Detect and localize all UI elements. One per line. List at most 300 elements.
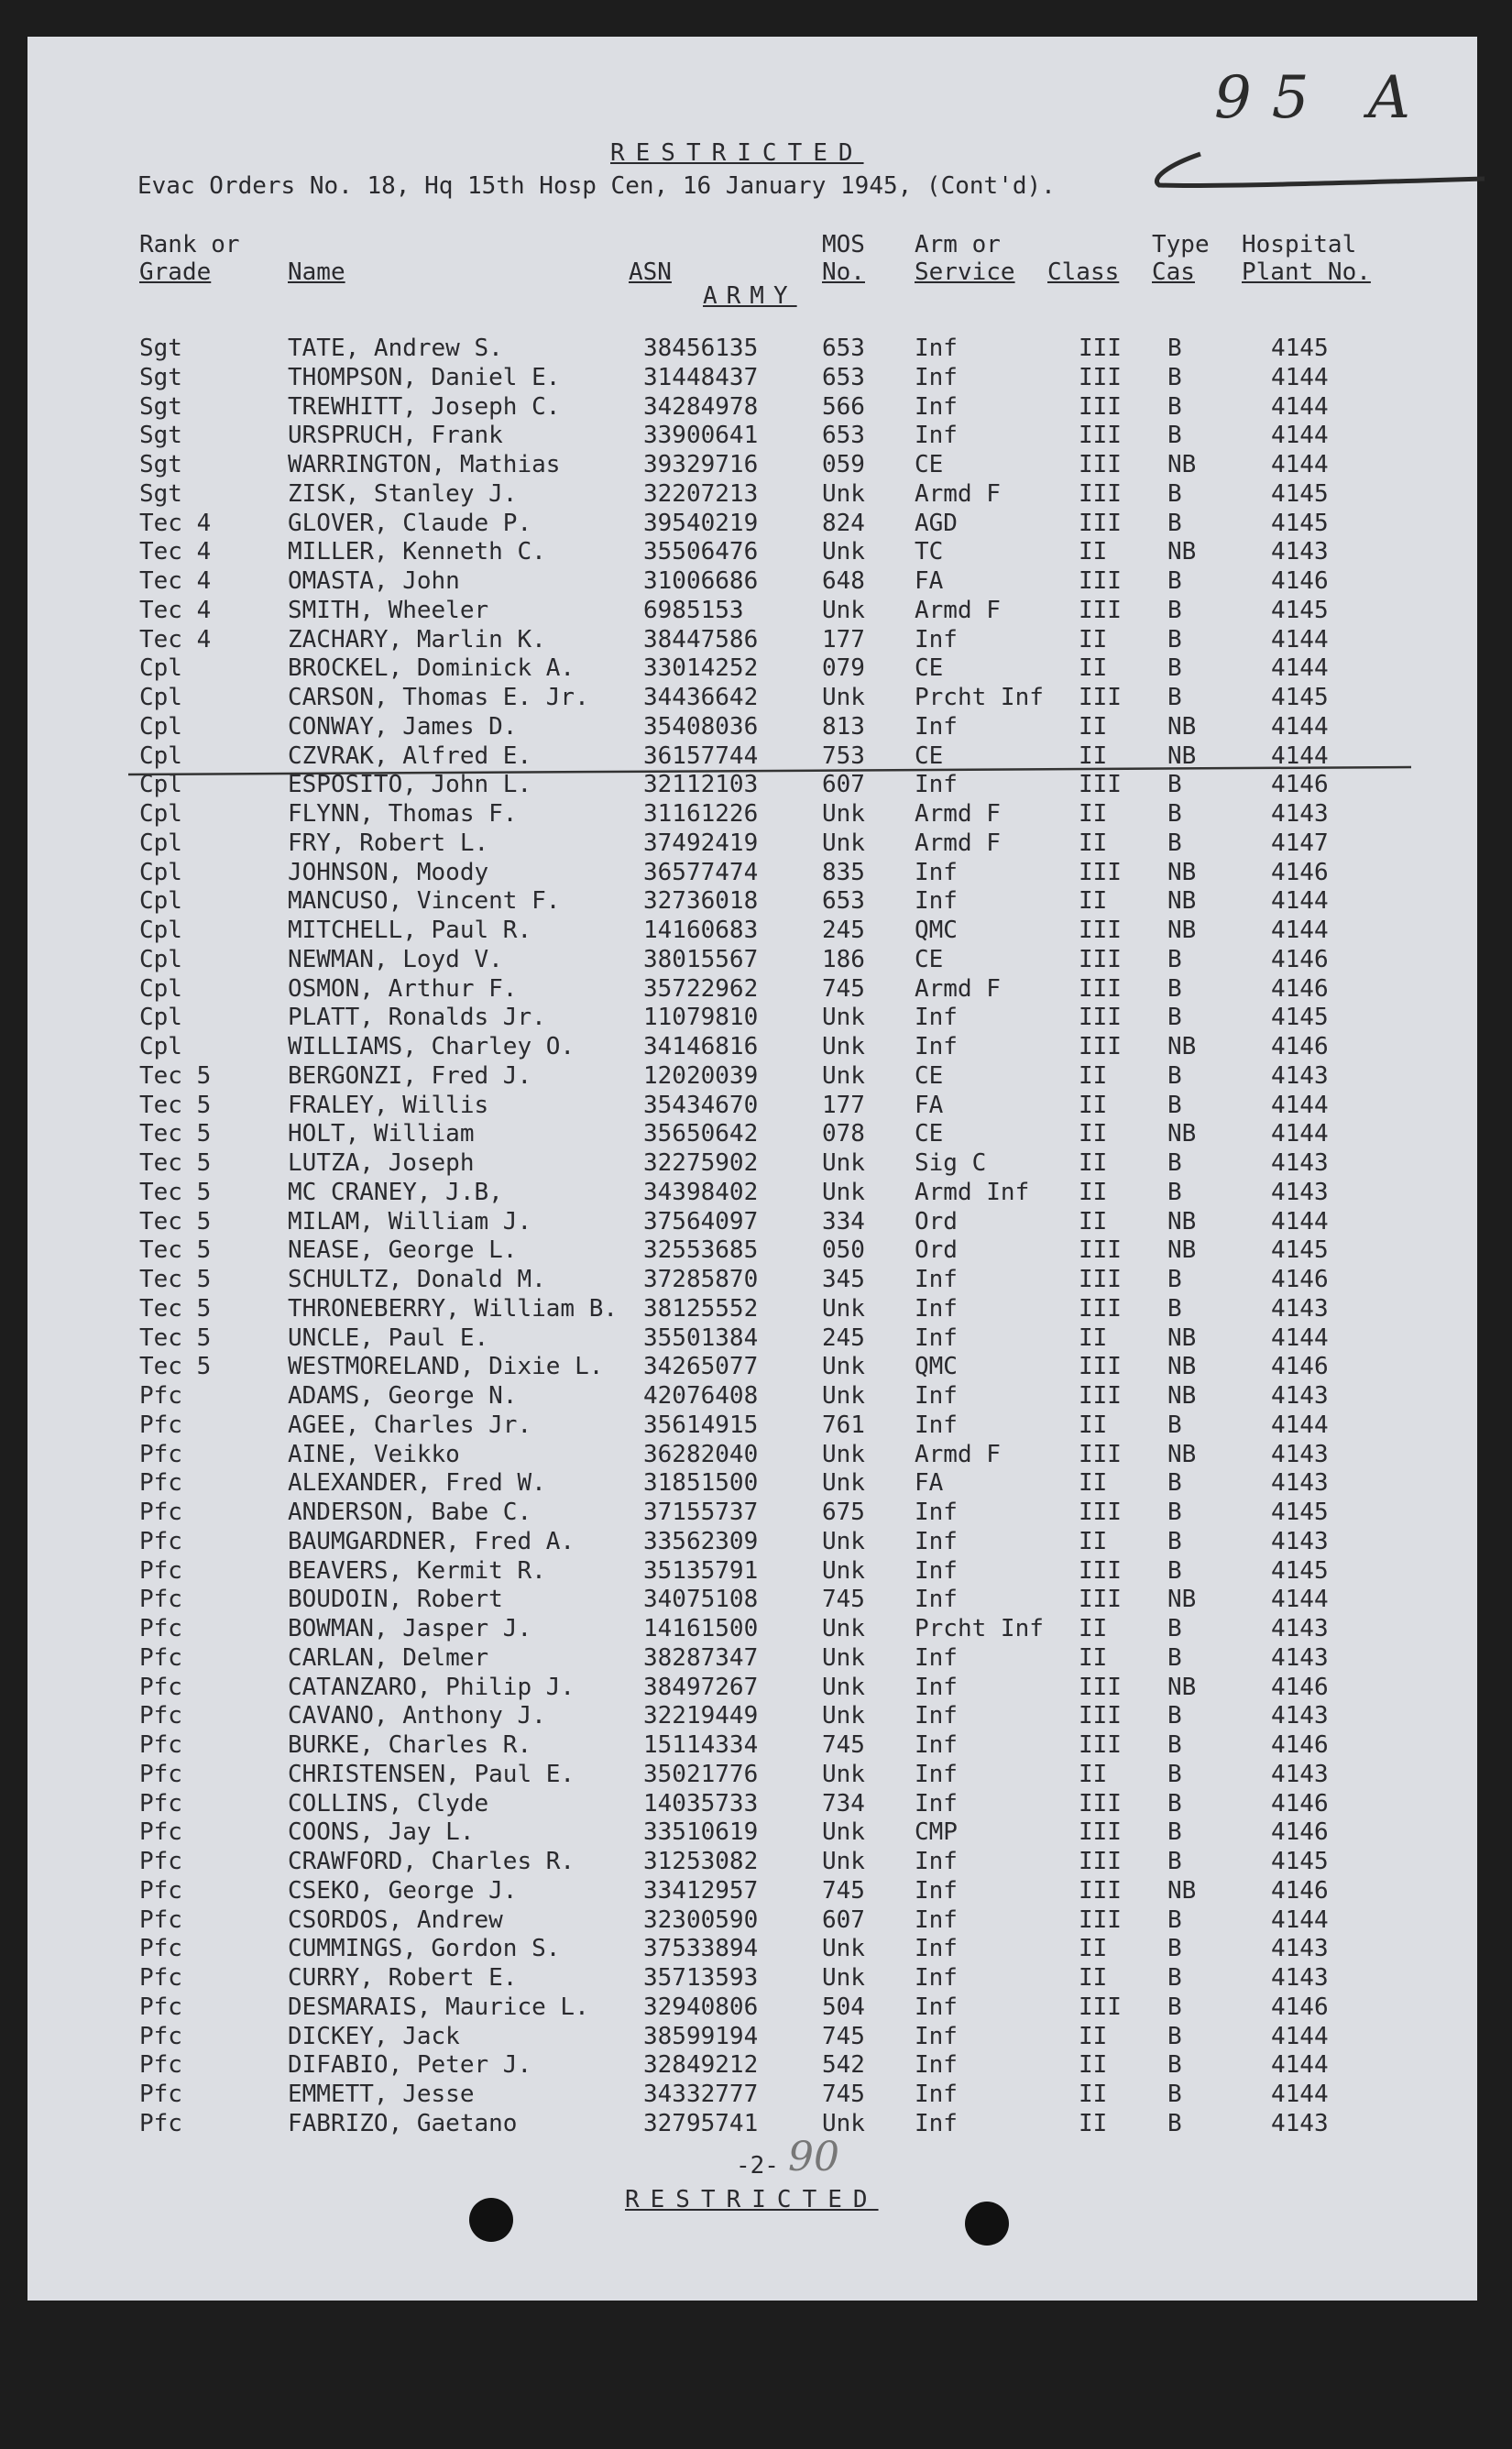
cell-cls: III: [1079, 392, 1122, 421]
cell-rank: Pfc: [139, 1615, 182, 1642]
table-row: [27, 1761, 1477, 1790]
cell-hp: 4143: [1271, 1935, 1329, 1963]
handwritten-note: 95 A: [1214, 64, 1430, 132]
cell-typ: B: [1167, 335, 1182, 362]
cell-typ: NB: [1167, 1440, 1197, 1468]
cell-rank: Pfc: [139, 1411, 182, 1439]
cell-mos: 745: [822, 1586, 865, 1614]
restricted-header: RESTRICTED: [610, 139, 864, 167]
cell-hp: 4144: [1271, 1323, 1329, 1352]
cell-name: ALEXANDER, Fred W.: [288, 1469, 546, 1498]
cell-mos: Unk: [822, 1848, 865, 1875]
cell-asn: 15114334: [643, 1731, 759, 1759]
cell-asn: 32112103: [643, 771, 759, 799]
cell-cls: II: [1079, 1615, 1108, 1642]
cell-cls: II: [1079, 538, 1108, 566]
table-row: [27, 2051, 1477, 2081]
cell-arm: Inf: [915, 1789, 958, 1818]
cell-cls: II: [1079, 2022, 1108, 2050]
cell-cls: III: [1079, 1556, 1122, 1585]
cell-rank: Pfc: [139, 1556, 182, 1585]
cell-name: TREWHITT, Joseph C.: [288, 392, 561, 421]
cell-typ: B: [1167, 974, 1182, 1003]
cell-arm: Inf: [915, 2081, 958, 2108]
cell-typ: B: [1167, 1702, 1182, 1730]
table-row: [27, 1906, 1477, 1936]
cell-name: BERGONZI, Fred J.: [288, 1061, 532, 1090]
cell-cls: III: [1079, 684, 1122, 711]
cell-mos: 059: [822, 451, 865, 478]
cell-cls: II: [1079, 1964, 1108, 1992]
cell-asn: 31161226: [643, 800, 759, 828]
restricted-footer: RESTRICTED: [625, 2186, 879, 2213]
table-row: [27, 946, 1477, 975]
cell-name: FRALEY, Willis: [288, 1091, 489, 1119]
cell-asn: 35650642: [643, 1120, 759, 1148]
table-row: [27, 1877, 1477, 1906]
cell-asn: 32207213: [643, 479, 759, 508]
cell-arm: Inf: [915, 363, 958, 391]
cell-rank: Cpl: [139, 1004, 182, 1032]
cell-typ: B: [1167, 1760, 1182, 1788]
cell-cls: II: [1079, 800, 1108, 828]
cell-arm: Armd F: [915, 974, 1001, 1003]
table-row: [27, 1674, 1477, 1703]
cell-mos: Unk: [822, 1004, 865, 1032]
cell-cls: III: [1079, 1499, 1122, 1526]
cell-asn: 35506476: [643, 538, 759, 566]
cell-rank: Tec 5: [139, 1236, 212, 1265]
cell-cls: II: [1079, 1411, 1108, 1439]
table-row: [27, 1818, 1477, 1848]
cell-name: COONS, Jay L.: [288, 1818, 475, 1847]
cell-rank: Tec 5: [139, 1120, 212, 1148]
cell-cls: III: [1079, 1876, 1122, 1905]
page-handwritten-number: 90: [788, 2134, 839, 2180]
cell-hp: 4143: [1271, 1382, 1329, 1410]
table-row: [27, 1062, 1477, 1092]
cell-name: AGEE, Charles Jr.: [288, 1411, 532, 1439]
cell-name: OSMON, Arthur F.: [288, 974, 518, 1003]
cell-arm: Inf: [915, 858, 958, 886]
cell-name: LUTZA, Joseph: [288, 1149, 475, 1177]
cell-asn: 32940806: [643, 1993, 759, 2021]
cell-name: URSPRUCH, Frank: [288, 422, 503, 450]
table-row: [27, 829, 1477, 859]
cell-hp: 4144: [1271, 1586, 1329, 1614]
cell-cls: II: [1079, 1091, 1108, 1119]
cell-hp: 4146: [1271, 1731, 1329, 1759]
cell-name: DIFABIO, Peter J.: [288, 2051, 532, 2080]
cell-name: COLLINS, Clyde: [288, 1789, 489, 1818]
cell-rank: Cpl: [139, 771, 182, 799]
cell-rank: Pfc: [139, 2081, 182, 2108]
cell-arm: Armd F: [915, 829, 1001, 857]
cell-rank: Pfc: [139, 1905, 182, 1934]
cell-name: BURKE, Charles R.: [288, 1731, 532, 1759]
cell-cls: II: [1079, 2109, 1108, 2137]
cell-arm: AGD: [915, 509, 958, 537]
cell-name: ANDERSON, Babe C.: [288, 1499, 532, 1526]
cell-typ: B: [1167, 2109, 1182, 2137]
cell-arm: FA: [915, 1469, 944, 1498]
table-row: [27, 1469, 1477, 1499]
table-row: [27, 538, 1477, 567]
cell-hp: 4146: [1271, 1789, 1329, 1818]
cell-arm: Inf: [915, 1702, 958, 1730]
cell-typ: NB: [1167, 538, 1197, 566]
cell-rank: Pfc: [139, 1499, 182, 1526]
cell-asn: 34436642: [643, 684, 759, 711]
cell-cls: II: [1079, 887, 1108, 916]
cell-cls: III: [1079, 1266, 1122, 1293]
cell-cls: II: [1079, 1643, 1108, 1672]
cell-rank: Tec 4: [139, 596, 212, 624]
cell-mos: 745: [822, 2022, 865, 2050]
cell-asn: 38015567: [643, 945, 759, 973]
cell-asn: 32849212: [643, 2051, 759, 2080]
table-row: [27, 597, 1477, 626]
cell-typ: B: [1167, 1615, 1182, 1642]
cell-name: FABRIZO, Gaetano: [288, 2109, 518, 2137]
cell-hp: 4144: [1271, 363, 1329, 391]
cell-typ: B: [1167, 1731, 1182, 1759]
cell-mos: 761: [822, 1411, 865, 1439]
cell-asn: 35614915: [643, 1411, 759, 1439]
page-number: -2-: [736, 2152, 779, 2180]
cell-asn: 32275902: [643, 1149, 759, 1177]
cell-hp: 4145: [1271, 1004, 1329, 1032]
col-class-header: Class: [1047, 258, 1120, 286]
cell-cls: III: [1079, 596, 1122, 624]
cell-arm: Sig C: [915, 1149, 987, 1177]
table-row: [27, 2023, 1477, 2052]
cell-name: CONWAY, James D.: [288, 712, 518, 741]
cell-asn: 36282040: [643, 1440, 759, 1468]
cell-name: MITCHELL, Paul R.: [288, 917, 532, 944]
cell-hp: 4145: [1271, 1556, 1329, 1585]
cell-arm: Inf: [915, 1760, 958, 1788]
cell-rank: Cpl: [139, 712, 182, 741]
table-row: [27, 1033, 1477, 1062]
cell-asn: 39329716: [643, 451, 759, 478]
cell-arm: Inf: [915, 771, 958, 799]
cell-rank: Cpl: [139, 800, 182, 828]
table-row: [27, 654, 1477, 684]
cell-mos: Unk: [822, 1382, 865, 1410]
cell-mos: 648: [822, 567, 865, 595]
cell-name: SMITH, Wheeler: [288, 596, 489, 624]
cell-typ: B: [1167, 1469, 1182, 1498]
cell-typ: B: [1167, 392, 1182, 421]
cell-typ: B: [1167, 479, 1182, 508]
cell-mos: 745: [822, 974, 865, 1003]
order-subtitle: Evac Orders No. 18, Hq 15th Hosp Cen, 16 January 1945, (Cont'd).: [137, 172, 1056, 200]
cell-name: MC CRANEY, J.B,: [288, 1178, 503, 1206]
cell-arm: Inf: [915, 1382, 958, 1410]
cell-asn: 38456135: [643, 335, 759, 362]
cell-arm: Prcht Inf: [915, 684, 1044, 711]
cell-cls: II: [1079, 741, 1108, 770]
table-row: [27, 1208, 1477, 1237]
cell-asn: 33412957: [643, 1876, 759, 1905]
cell-asn: 37285870: [643, 1266, 759, 1293]
cell-rank: Pfc: [139, 2022, 182, 2050]
table-row: [27, 887, 1477, 917]
cell-asn: 31253082: [643, 1848, 759, 1875]
cell-arm: Inf: [915, 422, 958, 450]
cell-typ: B: [1167, 800, 1182, 828]
cell-arm: Inf: [915, 2051, 958, 2080]
cell-rank: Tec 5: [139, 1266, 212, 1293]
cell-asn: 35722962: [643, 974, 759, 1003]
cell-mos: Unk: [822, 1061, 865, 1090]
cell-hp: 4146: [1271, 1353, 1329, 1381]
cell-mos: Unk: [822, 829, 865, 857]
table-row: [27, 1004, 1477, 1033]
cell-mos: Unk: [822, 1556, 865, 1585]
punch-hole-left: [469, 2198, 513, 2242]
cell-cls: III: [1079, 1440, 1122, 1468]
cell-name: ESPOSITO, John L.: [288, 771, 532, 799]
cell-name: CARLAN, Delmer: [288, 1643, 489, 1672]
cell-cls: II: [1079, 2081, 1108, 2108]
cell-cls: II: [1079, 1469, 1108, 1498]
cell-arm: TC: [915, 538, 944, 566]
cell-hp: 4145: [1271, 684, 1329, 711]
table-row: [27, 1993, 1477, 2023]
cell-typ: NB: [1167, 1673, 1197, 1701]
cell-hp: 4144: [1271, 887, 1329, 916]
cell-name: CARSON, Thomas E. Jr.: [288, 684, 589, 711]
cell-rank: Pfc: [139, 1469, 182, 1498]
cell-asn: 32795741: [643, 2109, 759, 2137]
cell-cls: III: [1079, 363, 1122, 391]
cell-rank: Cpl: [139, 917, 182, 944]
cell-cls: II: [1079, 1527, 1108, 1555]
cell-arm: Inf: [915, 1905, 958, 1934]
cell-name: ZACHARY, Marlin K.: [288, 625, 546, 653]
cell-hp: 4145: [1271, 596, 1329, 624]
table-row: [27, 364, 1477, 393]
cell-asn: 35408036: [643, 712, 759, 741]
cell-mos: 177: [822, 1091, 865, 1119]
cell-cls: III: [1079, 1905, 1122, 1934]
cell-arm: Inf: [915, 1323, 958, 1352]
punch-hole-right: [965, 2202, 1009, 2246]
cell-mos: 824: [822, 509, 865, 537]
cell-name: MANCUSO, Vincent F.: [288, 887, 561, 916]
cell-name: CURRY, Robert E.: [288, 1964, 518, 1992]
cell-typ: B: [1167, 1294, 1182, 1323]
cell-rank: Cpl: [139, 829, 182, 857]
cell-typ: B: [1167, 1527, 1182, 1555]
cell-arm: Ord: [915, 1236, 958, 1265]
cell-typ: B: [1167, 625, 1182, 653]
cell-arm: Inf: [915, 1731, 958, 1759]
cell-hp: 4145: [1271, 1499, 1329, 1526]
cell-hp: 4144: [1271, 451, 1329, 478]
cell-mos: Unk: [822, 684, 865, 711]
cell-cls: III: [1079, 1382, 1122, 1410]
cell-typ: B: [1167, 1964, 1182, 1992]
cell-cls: III: [1079, 451, 1122, 478]
col-hospital-header: Hospital Plant No.: [1242, 231, 1371, 286]
cell-rank: Sgt: [139, 451, 182, 478]
cell-rank: Pfc: [139, 1818, 182, 1847]
cell-typ: NB: [1167, 1236, 1197, 1265]
cell-rank: Pfc: [139, 1673, 182, 1701]
cell-asn: 37564097: [643, 1207, 759, 1235]
table-row: [27, 2110, 1477, 2139]
cell-mos: Unk: [822, 596, 865, 624]
cell-asn: 35501384: [643, 1323, 759, 1352]
cell-mos: Unk: [822, 1615, 865, 1642]
table-row: [27, 1382, 1477, 1411]
cell-name: MILLER, Kenneth C.: [288, 538, 546, 566]
cell-arm: Ord: [915, 1207, 958, 1235]
cell-asn: 32300590: [643, 1905, 759, 1934]
table-row: [27, 335, 1477, 364]
cell-typ: B: [1167, 1643, 1182, 1672]
cell-hp: 4143: [1271, 1760, 1329, 1788]
cell-name: CZVRAK, Alfred E.: [288, 741, 532, 770]
table-row: [27, 713, 1477, 742]
cell-asn: 34284978: [643, 392, 759, 421]
cell-asn: 38599194: [643, 2022, 759, 2050]
cell-arm: Inf: [915, 1586, 958, 1614]
cell-name: NEASE, George L.: [288, 1236, 518, 1265]
cell-asn: 37155737: [643, 1499, 759, 1526]
table-row: [27, 393, 1477, 423]
cell-name: BOWMAN, Jasper J.: [288, 1615, 532, 1642]
table-row: [27, 1353, 1477, 1382]
cell-rank: Tec 5: [139, 1178, 212, 1206]
table-row: [27, 1702, 1477, 1731]
cell-name: ZISK, Stanley J.: [288, 479, 518, 508]
cell-rank: Tec 5: [139, 1061, 212, 1090]
cell-name: CUMMINGS, Gordon S.: [288, 1935, 561, 1963]
cell-arm: Armd F: [915, 800, 1001, 828]
cell-name: NEWMAN, Loyd V.: [288, 945, 503, 973]
cell-asn: 33014252: [643, 654, 759, 683]
cell-arm: FA: [915, 567, 944, 595]
cell-cls: III: [1079, 1818, 1122, 1847]
table-row: [27, 422, 1477, 451]
cell-mos: 653: [822, 887, 865, 916]
cell-arm: Inf: [915, 1848, 958, 1875]
cell-asn: 38125552: [643, 1294, 759, 1323]
cell-typ: B: [1167, 1411, 1182, 1439]
roster-table: [27, 335, 1477, 2139]
cell-rank: Tec 5: [139, 1091, 212, 1119]
cell-typ: NB: [1167, 1323, 1197, 1352]
cell-mos: Unk: [822, 800, 865, 828]
cell-rank: Sgt: [139, 392, 182, 421]
cell-name: OMASTA, John: [288, 567, 460, 595]
cell-mos: 245: [822, 917, 865, 944]
cell-hp: 4146: [1271, 771, 1329, 799]
col-arm-header: Arm or Service: [915, 231, 1015, 286]
cell-arm: Inf: [915, 392, 958, 421]
cell-hp: 4144: [1271, 1091, 1329, 1119]
cell-name: CAVANO, Anthony J.: [288, 1702, 546, 1730]
cell-mos: 653: [822, 363, 865, 391]
cell-name: ADAMS, George N.: [288, 1382, 518, 1410]
cell-hp: 4146: [1271, 1876, 1329, 1905]
cell-asn: 31006686: [643, 567, 759, 595]
cell-hp: 4143: [1271, 1149, 1329, 1177]
cell-arm: Inf: [915, 1033, 958, 1060]
cell-mos: 753: [822, 741, 865, 770]
cell-cls: III: [1079, 1789, 1122, 1818]
cell-hp: 4143: [1271, 1178, 1329, 1206]
cell-asn: 36577474: [643, 858, 759, 886]
table-row: [27, 480, 1477, 510]
cell-cls: III: [1079, 771, 1122, 799]
cell-asn: 38447586: [643, 625, 759, 653]
cell-typ: NB: [1167, 887, 1197, 916]
table-row: [27, 1848, 1477, 1877]
cell-typ: B: [1167, 2081, 1182, 2108]
table-row: [27, 1441, 1477, 1470]
cell-typ: B: [1167, 684, 1182, 711]
cell-mos: 734: [822, 1789, 865, 1818]
table-row: [27, 1266, 1477, 1295]
cell-cls: III: [1079, 974, 1122, 1003]
cell-mos: Unk: [822, 1935, 865, 1963]
table-row: [27, 1411, 1477, 1441]
cell-typ: B: [1167, 1091, 1182, 1119]
cell-hp: 4147: [1271, 829, 1329, 857]
table-row: [27, 1557, 1477, 1587]
cell-arm: CE: [915, 1120, 944, 1148]
cell-name: DESMARAIS, Maurice L.: [288, 1993, 589, 2021]
cell-arm: CE: [915, 945, 944, 973]
cell-hp: 4144: [1271, 2051, 1329, 2080]
cell-arm: Inf: [915, 1673, 958, 1701]
cell-mos: Unk: [822, 538, 865, 566]
cell-arm: Inf: [915, 1411, 958, 1439]
cell-typ: B: [1167, 509, 1182, 537]
cell-typ: NB: [1167, 1353, 1197, 1381]
cell-hp: 4144: [1271, 2081, 1329, 2108]
cell-hp: 4145: [1271, 509, 1329, 537]
cell-asn: 14035733: [643, 1789, 759, 1818]
cell-rank: Tec 4: [139, 625, 212, 653]
table-row: [27, 1120, 1477, 1149]
cell-asn: 14160683: [643, 917, 759, 944]
cell-typ: NB: [1167, 917, 1197, 944]
cell-asn: 38497267: [643, 1673, 759, 1701]
cell-name: CSORDOS, Andrew: [288, 1905, 503, 1934]
cell-cls: II: [1079, 1120, 1108, 1148]
cell-typ: B: [1167, 1993, 1182, 2021]
cell-name: FRY, Robert L.: [288, 829, 489, 857]
cell-mos: Unk: [822, 1469, 865, 1498]
cell-name: CSEKO, George J.: [288, 1876, 518, 1905]
cell-mos: 566: [822, 392, 865, 421]
cell-name: BAUMGARDNER, Fred A.: [288, 1527, 575, 1555]
cell-mos: 607: [822, 771, 865, 799]
cell-typ: B: [1167, 1556, 1182, 1585]
cell-typ: NB: [1167, 1586, 1197, 1614]
cell-rank: Cpl: [139, 741, 182, 770]
cell-mos: 334: [822, 1207, 865, 1235]
cell-hp: 4143: [1271, 1527, 1329, 1555]
cell-cls: III: [1079, 1993, 1122, 2021]
cell-name: CATANZARO, Philip J.: [288, 1673, 575, 1701]
